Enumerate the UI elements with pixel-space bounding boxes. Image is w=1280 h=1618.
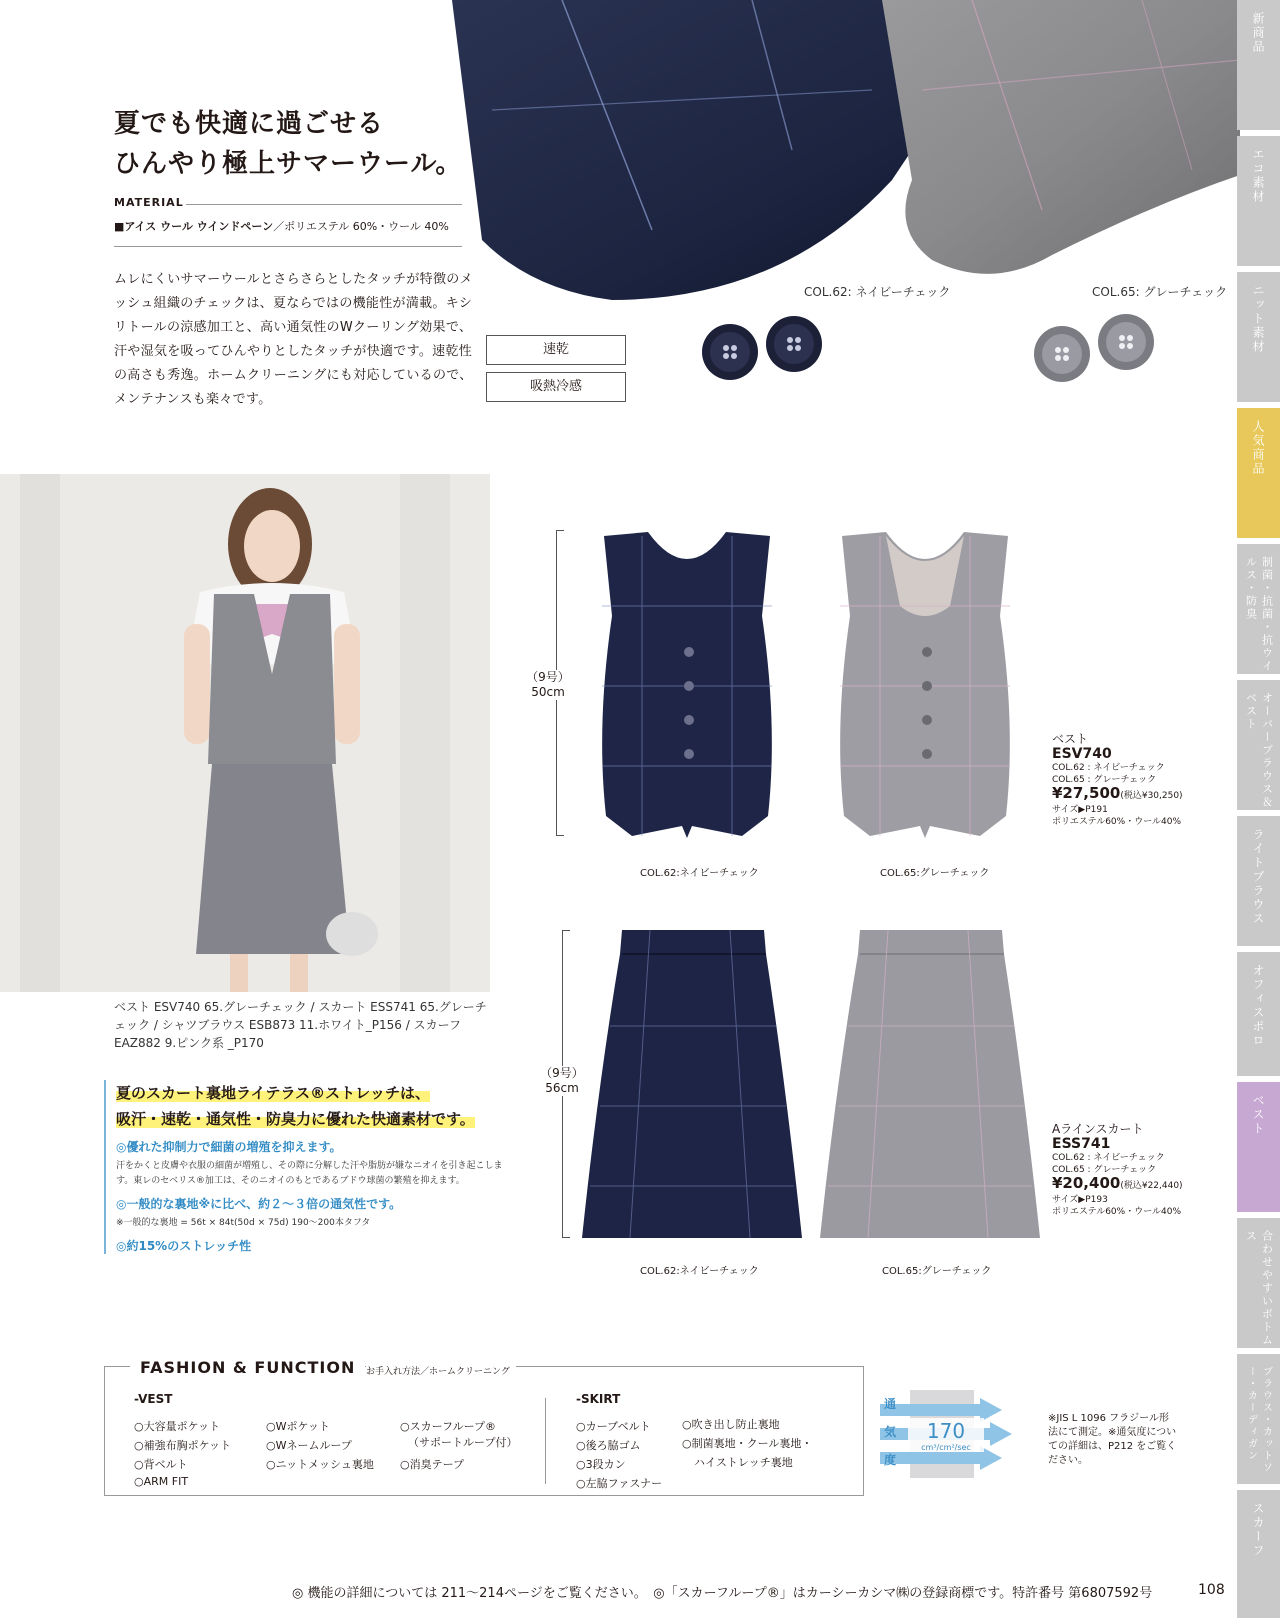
ff-skirt-item: ハイストレッチ裏地 xyxy=(694,1456,793,1469)
vent-label-3: 度 xyxy=(884,1453,897,1467)
sidebar-tab-eco[interactable]: エコ素材 xyxy=(1237,136,1280,266)
feature-cooling: 吸熱冷感 xyxy=(486,372,626,402)
lining-headline1: 夏のスカート裏地ライテラス®ストレッチは、 xyxy=(116,1084,430,1102)
vest-price: ¥27,500(税込¥30,250) xyxy=(1052,784,1183,802)
grey-buttons-photo xyxy=(1020,306,1180,388)
sidebar-tab-blouse-cardigan[interactable]: ブラウス・カットソー・カーディガン xyxy=(1237,1354,1280,1484)
sidebar-tab-knit[interactable]: ニット素材 xyxy=(1237,272,1280,402)
sidebar-tab-lightblouse[interactable]: ライトブラウス xyxy=(1237,816,1280,946)
ff-vest-item: ○大容量ポケット xyxy=(134,1420,221,1433)
ff-vest-heading: -VEST xyxy=(134,1392,173,1406)
skirt-composition: ポリエステル60%・ウール40% xyxy=(1052,1207,1182,1217)
feature-quick-dry: 速乾 xyxy=(486,335,626,365)
vest-color2: COL.65 : グレーチェック xyxy=(1052,775,1157,785)
page-number: 108 xyxy=(1198,1582,1225,1598)
material-name: ■アイス ウール ウインドペーン xyxy=(114,220,274,233)
vest-code: ESV740 xyxy=(1052,746,1112,762)
skirt-info xyxy=(1052,1122,1183,1218)
sidebar-tab-scarf[interactable]: スカーフ xyxy=(1237,1490,1280,1618)
material-label: MATERIAL xyxy=(114,196,184,209)
ff-skirt-item: ○後ろ脇ゴム xyxy=(576,1439,641,1452)
lining-point3: ◎約15%のストレッチ性 xyxy=(116,1239,252,1253)
vent-unit: cm³/cm²/sec xyxy=(921,1443,971,1452)
sidebar-tab-bottoms[interactable]: 合わせやすいボトムス xyxy=(1237,1218,1280,1348)
skirt-navy-image xyxy=(580,926,804,1242)
fashion-function-subtitle: お手入れ方法／ホームクリーニング xyxy=(366,1364,516,1377)
ff-skirt-item: ○左脇ファスナー xyxy=(576,1477,663,1490)
skirt-code: ESS741 xyxy=(1052,1136,1111,1152)
material-text xyxy=(114,218,449,234)
vest-info xyxy=(1052,732,1183,828)
ff-divider xyxy=(545,1398,546,1484)
ff-vest-item: ○Wネームループ xyxy=(266,1439,352,1452)
sidebar-tab-new[interactable]: 新商品 xyxy=(1237,0,1280,130)
vest-grey-label: COL.65:グレーチェック xyxy=(880,868,990,879)
vest-size: サイズ▶P191 xyxy=(1052,805,1108,815)
ff-vest-item: ○背ベルト xyxy=(134,1458,188,1471)
intro-body-text: ムレにくいサマーウールとさらさらとしたタッチが特徴のメッシュ組織のチェックは、夏ならではの機能性が満載。キシリトールの涼感加工と、高い通気性のWクーリング効果で、汗や湿気を吸ってひんやりとしたタッチが快適です。速乾性の高さも秀逸。ホームクリーニングにも対応しているので、メンテナンスも楽々です。 xyxy=(114,272,473,407)
vent-note: ※JIS L 1096 フラジール形法にて測定。※通気度についての詳細は、P212 をご覧ください。 xyxy=(1048,1413,1177,1466)
fabric-grey-label: COL.65: グレーチェック xyxy=(1092,285,1228,299)
fabric-swatch-photo xyxy=(452,0,1240,320)
lining-info xyxy=(104,1080,504,1254)
vest-composition: ポリエステル60%・ウール40% xyxy=(1052,817,1182,827)
model-caption: ベスト ESV740 65.グレーチェック / スカート ESS741 65.グレーチェック / シャツブラウス ESB873 11.ホワイト_P156 / スカーフ EAZ882 9.ピンク系 _P170 xyxy=(114,1000,487,1050)
sidebar-tab-popular[interactable]: 人気商品 xyxy=(1237,408,1280,538)
vest-color1: COL.62 : ネイビーチェック xyxy=(1052,763,1165,773)
vest-navy-image xyxy=(592,526,782,846)
ff-vest-item: ○スカーフループ® xyxy=(400,1420,497,1433)
vent-label-2: 気 xyxy=(884,1425,897,1439)
fabric-navy-label: COL.62: ネイビーチェック xyxy=(804,285,951,299)
skirt-price: ¥20,400(税込¥22,440) xyxy=(1052,1174,1183,1192)
ff-skirt-item: ○制菌裏地・クール裏地・ xyxy=(682,1437,813,1450)
sidebar-tab-polo[interactable]: オフィスポロ xyxy=(1237,952,1280,1076)
vest-navy-label: COL.62:ネイビーチェック xyxy=(640,868,759,879)
ventilation-graphic xyxy=(880,1384,1040,1488)
skirt-grey-label: COL.65:グレーチェック xyxy=(882,1266,992,1277)
skirt-length: （9号） 56cm xyxy=(534,1066,590,1096)
navy-buttons-photo xyxy=(698,310,838,386)
ff-vest-item: ○ARM FIT xyxy=(134,1475,189,1488)
lining-point2: ◎一般的な裏地※に比べ、約２〜３倍の通気性です。 xyxy=(116,1197,402,1211)
skirt-navy-label: COL.62:ネイビーチェック xyxy=(640,1266,759,1277)
model-photo xyxy=(0,474,490,992)
ff-skirt-item: ○3段カン xyxy=(576,1458,626,1471)
lining-point1-text: 汗をかくと皮膚や衣服の細菌が増殖し、その際に分解した汗や脂肪が嫌なニオイを引き起こします。東レのセベリス®加工は、そのニオイのもとであるブドウ球菌の繁殖を抑えます。 xyxy=(116,1161,503,1186)
skirt-grey-image xyxy=(818,926,1042,1242)
headline-line1: 夏でも快適に過ごせる xyxy=(114,109,385,139)
ff-skirt-heading: -SKIRT xyxy=(576,1392,621,1406)
grey-fabric xyxy=(882,0,1240,274)
fashion-function-title: FASHION & FUNCTION xyxy=(130,1358,365,1377)
headline xyxy=(114,104,462,184)
material-divider-bottom xyxy=(114,246,462,247)
sidebar-tab-vest[interactable]: ベスト xyxy=(1237,1082,1280,1212)
footer-note: ◎ 機能の詳細については 211〜214ページをご覧ください。 ◎「スカーフループ®」はカーシーカシマ㈱の登録商標です。特許番号 第6807592号 xyxy=(292,1586,1153,1601)
ff-vest-item: ○消臭テープ xyxy=(400,1458,465,1471)
vest-category: ベスト xyxy=(1052,732,1089,746)
ff-skirt-item: ○カーブベルト xyxy=(576,1420,651,1433)
ff-vest-item: ○Wポケット xyxy=(266,1420,330,1433)
sidebar-tab-overblouse[interactable]: オーバーブラウス＆ベスト xyxy=(1237,680,1280,810)
material-composition: ／ポリエステル 60%・ウール 40% xyxy=(273,220,449,233)
skirt-category: Aラインスカート xyxy=(1052,1122,1144,1136)
vent-value: 170 xyxy=(926,1419,966,1443)
lining-point2-note: ※一般的な裏地 = 56t × 84t(50d × 75d) 190〜200本タフタ xyxy=(116,1218,371,1228)
vest-length: （9号） 50cm xyxy=(520,670,576,700)
headline-line2: ひんやり極上サマーウール。 xyxy=(114,149,463,179)
skirt-color1: COL.62 : ネイビーチェック xyxy=(1052,1153,1165,1163)
skirt-color2: COL.65 : グレーチェック xyxy=(1052,1165,1157,1175)
ff-vest-item: ○ニットメッシュ裏地 xyxy=(266,1458,374,1471)
ff-skirt-item: ○吹き出し防止裏地 xyxy=(682,1418,780,1431)
sidebar-index xyxy=(1237,0,1280,1618)
skirt-size: サイズ▶P193 xyxy=(1052,1195,1108,1205)
vest-grey-image xyxy=(830,526,1020,846)
material-divider xyxy=(186,204,462,205)
lining-headline2: 吸汗・速乾・通気性・防臭力に優れた快適素材です。 xyxy=(116,1110,475,1128)
ff-vest-item: （サポートループ付） xyxy=(408,1436,518,1449)
lining-point1: ◎優れた抑制力で細菌の増殖を抑えます。 xyxy=(116,1140,342,1154)
ff-vest-item: ○補強布胸ポケット xyxy=(134,1439,232,1452)
sidebar-tab-antibacterial[interactable]: 制菌・抗菌・抗ウイルス・防臭 xyxy=(1237,544,1280,674)
vent-label-1: 通 xyxy=(884,1397,897,1411)
